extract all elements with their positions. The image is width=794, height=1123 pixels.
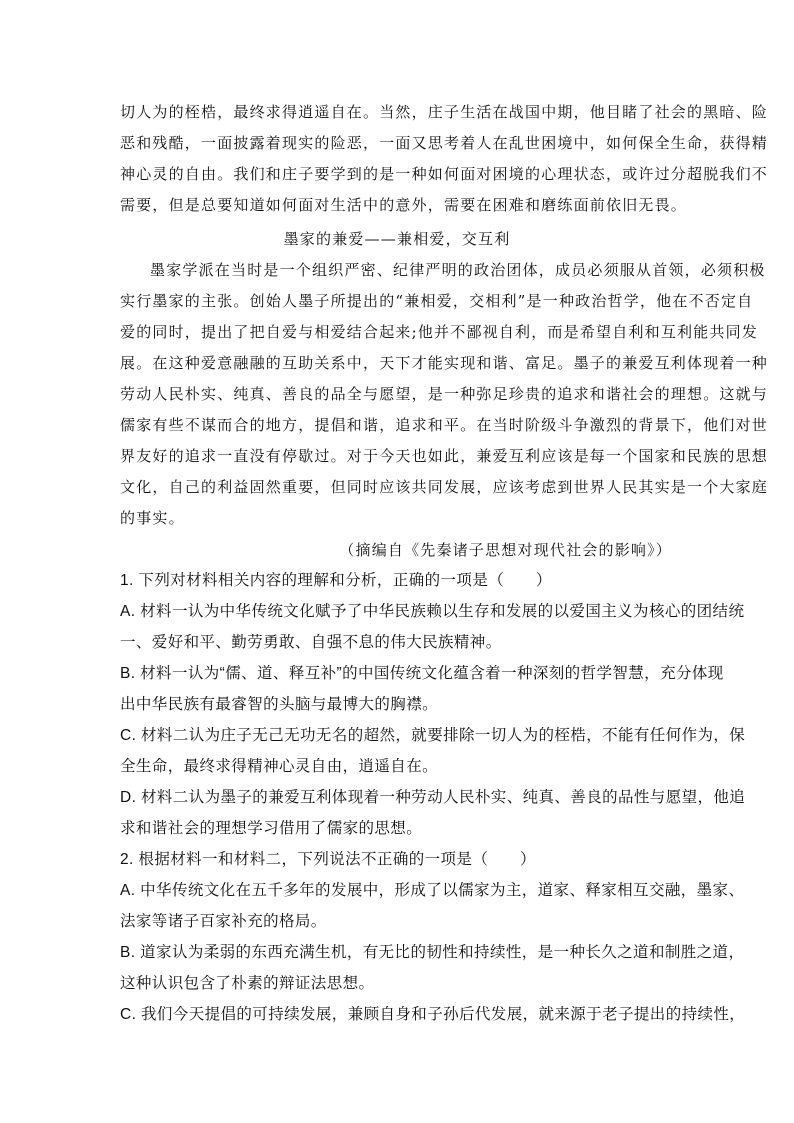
passage-line: 恶和残酷，一面披露着现实的险恶，一面又思考着人在乱世困境中，如何保全生命，获得精 (120, 134, 769, 152)
section-title: 墨家的兼爱——兼相爱，交互利 (283, 230, 511, 248)
question-1-option-d-cont: 求和谐社会的理想学习借用了儒家的思想。 (120, 820, 423, 837)
passage-line: 切人为的桎梏，最终求得逍遥自在。当然，庄子生活在战国中期，他目睹了社会的黑暗、险 (120, 103, 769, 121)
passage-line: 需要，但是总要知道如何面对生活中的意外，需要在困难和磨练面前依旧无畏。 (120, 196, 688, 214)
question-1-option-c: C. 材料二认为庄子无己无功无名的超然，就要排除一切人为的桎梏，不能有任何作为，保 (120, 727, 746, 744)
question-1-option-b-cont: 出中华民族有最睿智的头脑与最博大的胸襟。 (120, 696, 439, 713)
passage-line: 实行墨家的主张。创始人墨子所提出的“兼相爱，交相利”是一种政治哲学，他在不否定自 (120, 292, 754, 310)
passage-line: 儒家有些不谋而合的地方，提倡和谐，追求和平。在当时阶级斗争激烈的背景下，他们对世 (120, 416, 769, 434)
question-2-stem: 2. 根据材料一和材料二，下列说法不正确的一项是（ ） (120, 851, 536, 868)
question-1-option-d: D. 材料二认为墨子的兼爱互利体现着一种劳动人民朴实、纯真、善良的品性与愿望，他追 (120, 789, 746, 806)
question-2-option-b: B. 道家认为柔弱的东西充满生机，有无比的韧性和持续性，是一种长久之道和制胜之道， (120, 944, 745, 961)
question-1-option-b: B. 材料一认为“儒、道、释互补”的中国传统文化蕴含着一种深刻的哲学智慧，充分体现 (120, 665, 724, 682)
source-citation: （摘编自《先秦诸子思想对现代社会的影响》） (339, 541, 672, 559)
question-2-option-b-cont: 这种认识包含了朴素的辩证法思想。 (120, 975, 375, 992)
passage-line: 墨家学派在当时是一个组织严密、纪律严明的政治团体，成员必须服从首领，必须积极 (150, 261, 766, 279)
question-1-stem: 1. 下列对材料相关内容的理解和分析，正确的一项是（ ） (120, 572, 552, 589)
passage-line: 界友好的追求一直没有停歇过。对于今天也如此，兼爱互利应该是每一个国家和民族的思想 (120, 447, 769, 465)
question-2-option-a: A. 中华传统文化在五千多年的发展中，形成了以儒家为主，道家、释家相互交融，墨家、 (120, 882, 745, 899)
passage-line: 展。在这种爱意融融的互助关系中，天下才能实现和谐、富足。墨子的兼爱互利体现着一种 (120, 354, 769, 372)
question-2-option-a-cont: 法家等诸子百家补充的格局。 (120, 913, 327, 930)
question-2-option-c: C. 我们今天提倡的可持续发展，兼顾自身和子孙后代发展，就来源于老子提出的持续性， (120, 1006, 746, 1023)
question-1-option-a: A. 材料一认为中华传统文化赋予了中华民族赖以生存和发展的以爱国主义为核心的团结统 (120, 603, 745, 620)
passage-line: 爱的同时，提出了把自爱与相爱结合起来;他并不鄙视自利，而是希望自利和互利能共同发 (120, 323, 759, 341)
passage-line: 的事实。 (120, 509, 185, 527)
question-1-option-c-cont: 全生命，最终求得精神心灵自由，逍遥自在。 (120, 758, 439, 775)
passage-line: 文化，自己的利益固然重要，但同时应该共同发展，应该考虑到世界人民其实是一个大家庭 (120, 478, 769, 496)
passage-line: 神心灵的自由。我们和庄子要学到的是一种如何面对困境的心理状态，或许过分超脱我们不 (120, 165, 769, 183)
question-1-option-a-cont: 一、爱好和平、勤劳勇敢、自强不息的伟大民族精神。 (120, 634, 502, 651)
passage-line: 劳动人民朴实、纯真、善良的品全与愿望，是一种弥足珍贵的追求和谐社会的理想。这就与 (120, 385, 769, 403)
